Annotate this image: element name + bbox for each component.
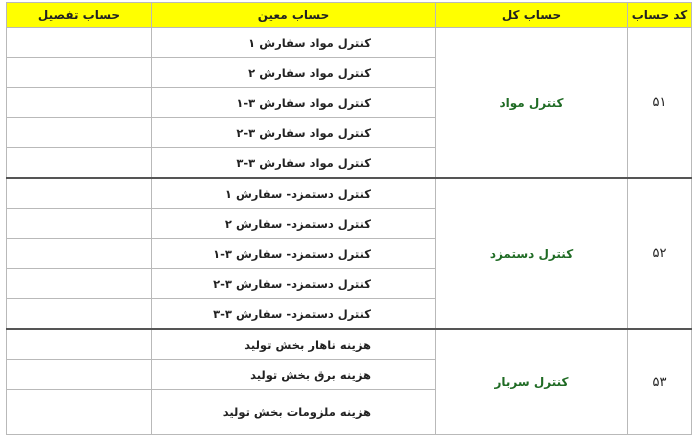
account-code-cell: ۵۱ [628,28,692,179]
header-general-account: حساب کل [436,3,628,28]
table-body [7,28,692,435]
subsidiary-account-cell: هزینه ناهار بخش تولید [152,329,436,360]
detail-account-cell [7,239,152,269]
detail-account-cell [7,360,152,390]
accounts-table [6,2,692,435]
subsidiary-account-cell: کنترل دستمزد- سفارش ۳-۳ [152,299,436,330]
header-account-code: کد حساب [628,3,692,28]
subsidiary-account-cell: کنترل مواد سفارش ۳-۳ [152,148,436,179]
table-row [7,28,692,58]
account-code-cell: ۵۲ [628,178,692,329]
subsidiary-account-cell: کنترل دستمزد- سفارش ۳-۲ [152,269,436,299]
detail-account-cell [7,148,152,179]
subsidiary-account-cell: هزینه برق بخش تولید [152,360,436,390]
subsidiary-account-cell: کنترل مواد سفارش ۳-۲ [152,118,436,148]
general-account-cell: کنترل دستمزد [436,178,628,329]
subsidiary-account-cell: کنترل مواد سفارش ۱ [152,28,436,58]
general-account-cell: کنترل مواد [436,28,628,179]
detail-account-cell [7,118,152,148]
subsidiary-account-cell: کنترل مواد سفارش ۲ [152,58,436,88]
detail-account-cell [7,88,152,118]
table-row [7,178,692,209]
header-subsidiary-account: حساب معین [152,3,436,28]
subsidiary-account-cell: کنترل دستمزد- سفارش ۱ [152,178,436,209]
header-row [7,3,692,28]
detail-account-cell [7,269,152,299]
table-row [7,329,692,360]
subsidiary-account-cell: هزینه ملزومات بخش تولید [152,390,436,435]
detail-account-cell [7,28,152,58]
detail-account-cell [7,299,152,330]
subsidiary-account-cell: کنترل دستمزد- سفارش ۲ [152,209,436,239]
header-detail-account: حساب تفصیل [7,3,152,28]
detail-account-cell [7,209,152,239]
general-account-cell: کنترل سربار [436,329,628,435]
detail-account-cell [7,329,152,360]
account-code-cell: ۵۳ [628,329,692,435]
subsidiary-account-cell: کنترل دستمزد- سفارش ۳-۱ [152,239,436,269]
detail-account-cell [7,178,152,209]
subsidiary-account-cell: کنترل مواد سفارش ۳-۱ [152,88,436,118]
detail-account-cell [7,58,152,88]
detail-account-cell [7,390,152,435]
table-header [7,3,692,28]
